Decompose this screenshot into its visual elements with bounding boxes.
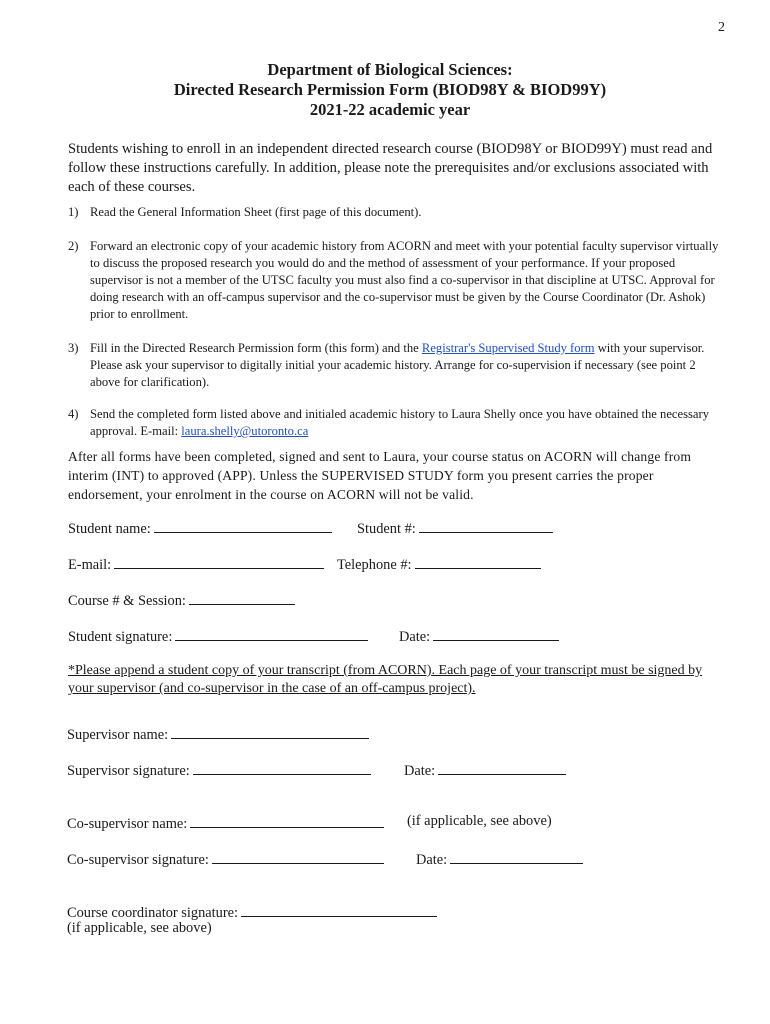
step-1 [68, 204, 720, 221]
cosupervisor-date-label: Date: [416, 852, 448, 868]
supervisor-date-input[interactable] [438, 760, 566, 775]
if-applicable-note: (if applicable, see above) [407, 813, 552, 829]
form-title [0, 60, 770, 120]
supervisor-signature-input[interactable] [193, 760, 371, 775]
step-number: 1) [68, 205, 79, 219]
cosupervisor-signature-input[interactable] [212, 849, 384, 864]
registrar-form-link[interactable]: Registrar's Supervised Study form [421, 341, 595, 355]
supervisor-date-label: Date: [404, 763, 436, 779]
student-number-label: Student #: [357, 521, 416, 537]
step-number: 3) [68, 341, 79, 355]
student-name-input[interactable] [154, 518, 332, 533]
student-signature-field [68, 626, 368, 646]
transcript-note: *Please append a student copy of your transcript (from ACORN). Each page of your transcript must be signed by your supervisor (and co-supervisor in the case of an off-campus project). [68, 663, 703, 696]
cosupervisor-name-input[interactable] [190, 813, 384, 828]
step-number: 4) [68, 407, 79, 421]
page-number: 2 [718, 20, 725, 35]
student-name-field [68, 518, 332, 538]
step-2 [68, 238, 720, 323]
cosupervisor-date-field [416, 849, 583, 869]
cosupervisor-name-label: Co-supervisor name: [67, 816, 188, 832]
student-signature-input[interactable] [175, 626, 368, 641]
email-link[interactable]: laura.shelly@utoronto.ca [181, 424, 309, 438]
step-3 [68, 340, 720, 391]
coordinator-signature-input[interactable] [241, 902, 437, 917]
student-signature-label: Student signature: [68, 629, 173, 645]
telephone-label: Telephone #: [337, 557, 412, 573]
step-number: 2) [68, 239, 79, 253]
title-form-name: Directed Research Permission Form (BIOD98Y & BIOD99Y) [173, 80, 607, 99]
supervisor-name-field [67, 724, 369, 744]
course-session-label: Course # & Session: [68, 593, 186, 609]
telephone-field [337, 554, 541, 574]
cosupervisor-name-field [67, 813, 384, 833]
cosupervisor-signature-field [67, 849, 384, 869]
email-label: E-mail: [68, 557, 112, 573]
step-text: Forward an electronic copy of your academic history from ACORN and meet with your potential faculty supervisor virtually to discuss the proposed research you would do and the method of assessment of your performance. If your proposed supervisor is not a member of the UTSC faculty you must also find a co-supervisor in that discipline at UTSC. Approval for doing research with an off-campus supervisor and the co-supervisor must be given by the Course Coordinator (Dr. Ashok) prior to enrollment. [90, 239, 719, 321]
student-number-field [357, 518, 553, 538]
status-paragraph: After all forms have been completed, signed and sent to Laura, your course status on ACORN will change from interim (INT) to approved (APP). Unless the SUPERVISED STUDY form you present carries the proper endorsement, your enrolment in the course on ACORN will not be valid. [68, 449, 692, 502]
cosupervisor-date-input[interactable] [450, 849, 583, 864]
coordinator-signature-field [67, 902, 437, 922]
student-date-input[interactable] [433, 626, 559, 641]
step-text: Send the completed form listed above and initialed academic history to Laura Shelly once you have obtained the necessary approval. E-mail: laura.shelly@utoronto.ca [90, 407, 709, 438]
cosupervisor-signature-label: Co-supervisor signature: [67, 852, 209, 868]
course-session-field [68, 590, 295, 610]
coordinator-signature-label: Course coordinator signature: [67, 905, 239, 921]
supervisor-date-field [404, 760, 566, 780]
step-text: Fill in the Directed Research Permission form (this form) and the Registrar's Supervised Study form with your supervisor. Please ask your supervisor to digitally initial your academic history. Arrange for co-supervision if necessary (see point 2 above for clarification). [90, 341, 705, 389]
student-number-input[interactable] [419, 518, 553, 533]
student-name-label: Student name: [68, 521, 151, 537]
email-field [68, 554, 324, 574]
step-text: Read the General Information Sheet (first page of this document). [90, 205, 422, 219]
course-session-input[interactable] [189, 590, 295, 605]
email-input[interactable] [114, 554, 324, 569]
title-academic-year: 2021-22 academic year [309, 100, 471, 119]
student-date-field [399, 626, 559, 646]
supervisor-name-label: Supervisor name: [67, 727, 169, 743]
supervisor-signature-field [67, 760, 371, 780]
student-date-label: Date: [399, 629, 431, 645]
title-department: Department of Biological Sciences: [267, 60, 513, 79]
telephone-input[interactable] [415, 554, 541, 569]
step-4 [68, 406, 720, 440]
intro-paragraph: Students wishing to enroll in an independent directed research course (BIOD98Y or BIOD99Y) must read and follow these instructions carefully. In addition, please note the prerequisites and/or exclusions associated with each of these courses. [68, 141, 713, 195]
supervisor-name-input[interactable] [171, 724, 369, 739]
coordinator-note: (if applicable, see above) [67, 920, 212, 936]
supervisor-signature-label: Supervisor signature: [67, 763, 190, 779]
